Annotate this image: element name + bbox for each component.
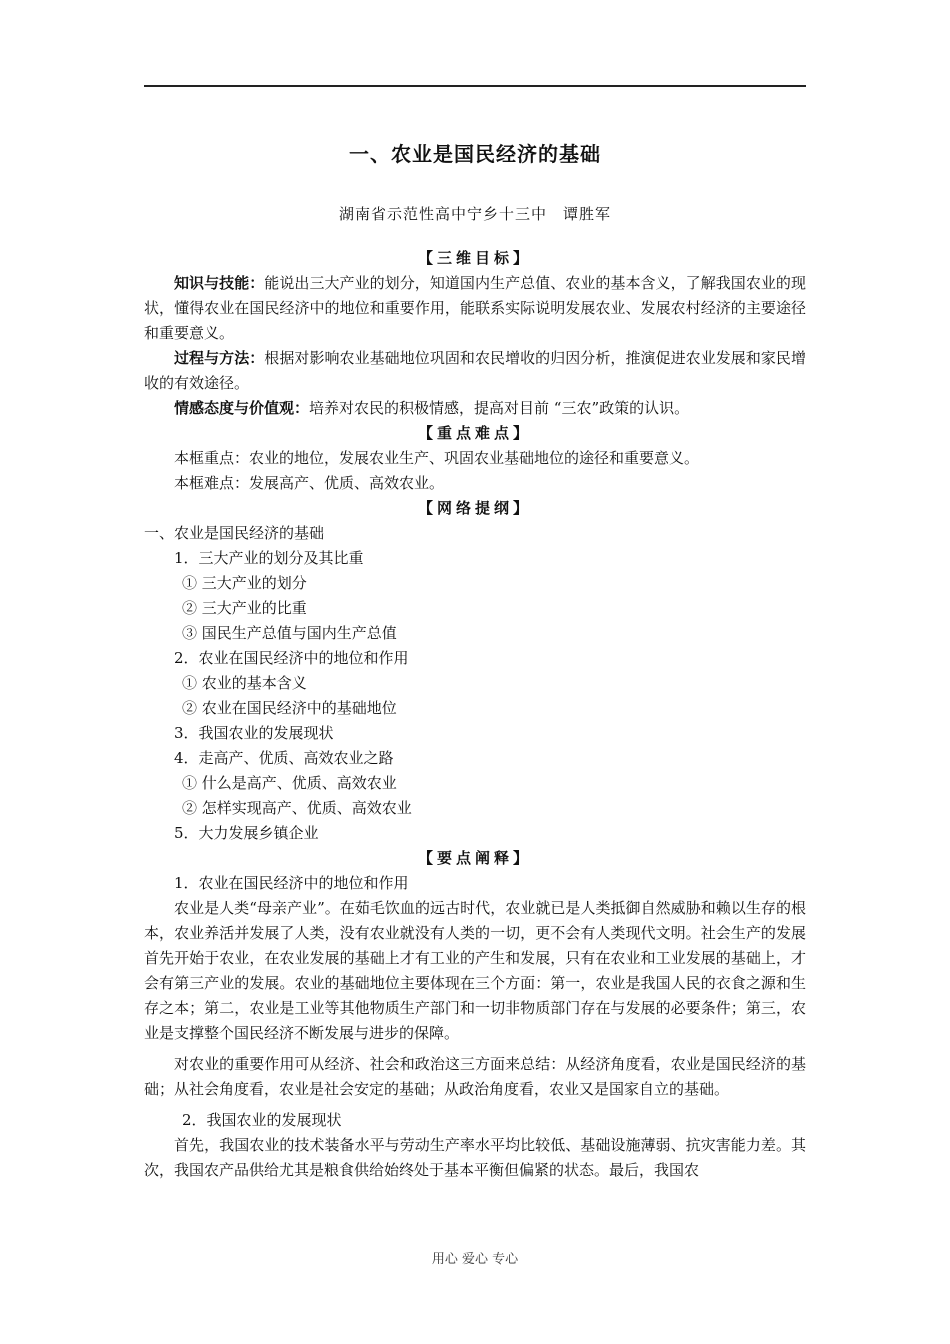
section-heading-goals: 【三维目标】 <box>417 249 532 267</box>
section-heading-key-points: 【重点难点】 <box>417 424 532 442</box>
goal-emotion-text: 培养对农民的积极情感，提高对目前 “三农”政策的认识。 <box>309 399 690 417</box>
goal-knowledge <box>144 271 806 346</box>
outline-item: 2．农业在国民经济中的地位和作用 <box>174 649 409 667</box>
explain-heading-1: 1．农业在国民经济中的地位和作用 <box>174 874 409 892</box>
outline-item: ① 农业的基本含义 <box>182 674 307 692</box>
goal-emotion <box>144 396 806 421</box>
page-title: 一、农业是国民经济的基础 <box>349 142 601 166</box>
key-point-difficulty: 本框难点：发展高产、优质、高效农业。 <box>174 474 445 492</box>
outline-item: 5．大力发展乡镇企业 <box>174 824 319 842</box>
goal-knowledge-label: 知识与技能： <box>174 274 265 292</box>
explain-paragraph-3: 首先，我国农业的技术装备水平与劳动生产率水平均比较低、基础设施薄弱、抗灾害能力差。其次，我国农产品供给尤其是粮食供给始终处于基本平衡但偏紧的状态。最后，我国农 <box>144 1136 806 1179</box>
explain-paragraph-2: 对农业的重要作用可从经济、社会和政治这三方面来总结：从经济角度看，农业是国民经济的基础；从社会角度看，农业是社会安定的基础；从政治角度看，农业又是国家自立的基础。 <box>144 1055 806 1098</box>
goal-process <box>144 346 806 396</box>
key-point-focus: 本框重点：农业的地位，发展农业生产、巩固农业基础地位的途径和重要意义。 <box>174 449 700 467</box>
explain-paragraph-1: 农业是人类“母亲产业”。在茹毛饮血的远古时代，农业就已是人类抵御自然威胁和赖以生存的根本，农业养活并发展了人类，没有农业就没有人类的一切，更不会有人类现代文明。社会生产的发展首先开始于农业，在农业发展的基础上才有工业的产生和发展，只有在农业和工业发展的基础上，才会有第三产业的发展。农业的基础地位主要体现在三个方面：第一，农业是我国人民的衣食之源和生存之本；第二，农业是工业等其他物质生产部门和一切非物质部门存在与发展的必要条件；第三，农业是支撑整个国民经济不断发展与进步的保障。 <box>144 899 806 1042</box>
outline-item: 3．我国农业的发展现状 <box>174 724 334 742</box>
outline-item: ② 农业在国民经济中的基础地位 <box>182 699 397 717</box>
goal-knowledge-text: 能说出三大产业的划分，知道国内生产总值、农业的基本含义，了解我国农业的现状，懂得农业在国民经济中的地位和重要作用，能联系实际说明发展农业、发展农村经济的主要途径和重要意义。 <box>144 274 806 342</box>
author-line: 湖南省示范性高中宁乡十三中 谭胜军 <box>338 205 611 223</box>
goal-emotion-label: 情感态度与价值观： <box>174 399 310 417</box>
page-footer: 用心 爱心 专心 <box>431 1252 519 1267</box>
outline-item: ② 三大产业的比重 <box>182 599 307 617</box>
section-heading-outline: 【网络提纲】 <box>417 499 532 517</box>
section-heading-explain: 【要点阐释】 <box>417 849 532 867</box>
document-body <box>144 246 806 1183</box>
outline-item: ① 三大产业的划分 <box>182 574 307 592</box>
explain-heading-2: 2．我国农业的发展现状 <box>182 1111 342 1129</box>
goal-process-label: 过程与方法： <box>174 349 265 367</box>
outline-item: ① 什么是高产、优质、高效农业 <box>182 774 397 792</box>
outline-item: ③ 国民生产总值与国内生产总值 <box>182 624 397 642</box>
outline-item: 4．走高产、优质、高效农业之路 <box>174 749 394 767</box>
header-rule <box>144 85 806 87</box>
outline-item: ② 怎样实现高产、优质、高效农业 <box>182 799 412 817</box>
outline-heading: 一、农业是国民经济的基础 <box>144 524 325 542</box>
outline-item: 1．三大产业的划分及其比重 <box>174 549 364 567</box>
goal-process-text: 根据对影响农业基础地位巩固和农民增收的归因分析，推演促进农业发展和家民增收的有效途径。 <box>144 349 806 392</box>
